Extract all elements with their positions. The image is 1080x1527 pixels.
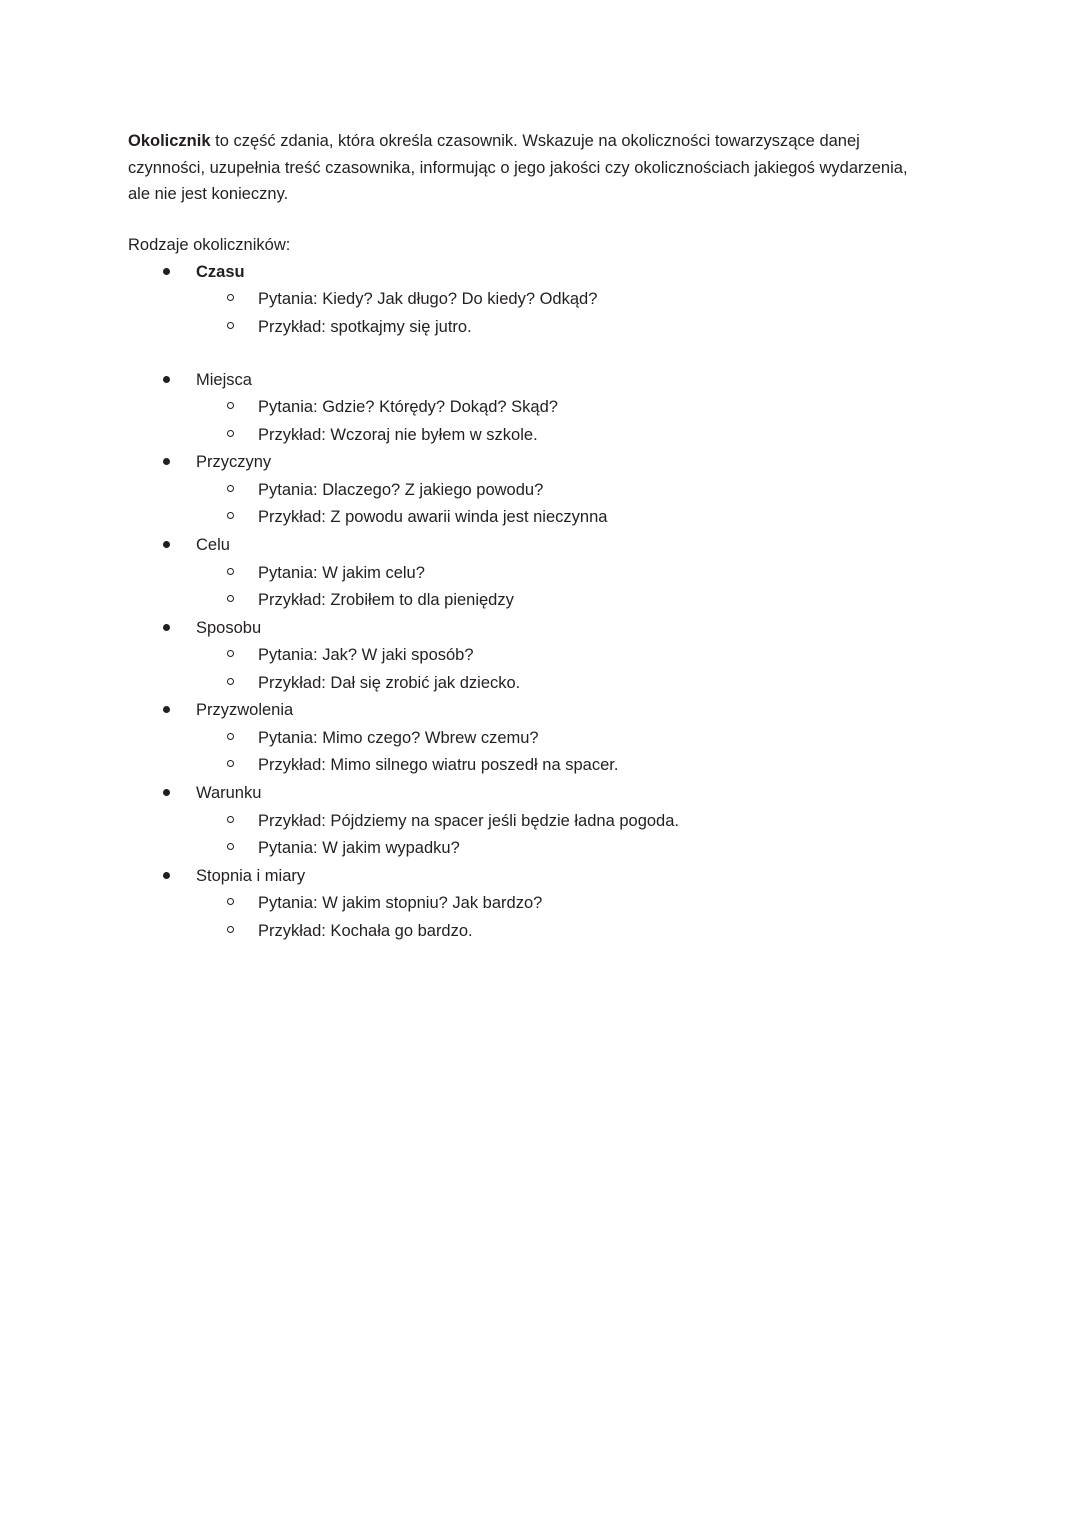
circle-bullet-icon <box>227 568 234 575</box>
circle-bullet-icon <box>227 650 234 657</box>
detail-text: Pytania: Mimo czego? Wbrew czemu? <box>258 728 539 747</box>
detail-text: Pytania: W jakim stopniu? Jak bardzo? <box>258 894 543 913</box>
detail-text: Przykład: Pójdziemy na spacer jeśli będzie ładna pogoda. <box>258 811 679 830</box>
list-item <box>196 752 952 780</box>
list-item <box>128 697 952 780</box>
circle-bullet-icon <box>227 898 234 905</box>
circle-bullet-icon <box>227 322 234 329</box>
details-list <box>196 477 952 532</box>
details-list <box>196 560 952 615</box>
circle-bullet-icon <box>227 816 234 823</box>
list-item <box>128 259 952 367</box>
list-item <box>196 835 952 863</box>
kind-name: Miejsca <box>196 370 252 389</box>
detail-text: Pytania: Kiedy? Jak długo? Do kiedy? Odkąd? <box>258 290 598 309</box>
circle-bullet-icon <box>227 760 234 767</box>
list-item <box>196 670 952 698</box>
bullet-icon <box>163 458 170 465</box>
detail-text: Pytania: W jakim wypadku? <box>258 839 460 858</box>
bullet-icon <box>163 541 170 548</box>
list-item <box>196 642 952 670</box>
list-item <box>128 863 952 946</box>
list-item <box>196 587 952 615</box>
list-item <box>196 286 952 314</box>
list-item <box>196 314 952 342</box>
spacer <box>196 342 952 367</box>
details-list <box>196 286 952 341</box>
list-item <box>196 422 952 450</box>
bullet-icon <box>163 706 170 713</box>
bullet-icon <box>163 789 170 796</box>
circle-bullet-icon <box>227 430 234 437</box>
section-label: Rodzaje okoliczników: <box>128 236 291 255</box>
bullet-icon <box>163 376 170 383</box>
detail-text: Pytania: Jak? W jaki sposób? <box>258 646 474 665</box>
list-item <box>128 615 952 698</box>
detail-text: Przykład: spotkajmy się jutro. <box>258 318 472 336</box>
list-item <box>128 449 952 532</box>
kind-name: Stopnia i miary <box>196 866 306 885</box>
kind-name: Przyczyny <box>196 453 272 472</box>
detail-text: Przykład: Zrobiłem to dla pieniędzy <box>258 591 514 610</box>
bullet-icon <box>163 624 170 631</box>
kind-name: Przyzwolenia <box>196 701 294 720</box>
circle-bullet-icon <box>227 595 234 602</box>
detail-text: Przykład: Mimo silnego wiatru poszedł na spacer. <box>258 756 619 775</box>
list-item <box>196 504 952 532</box>
detail-text: Przykład: Wczoraj nie byłem w szkole. <box>258 425 538 444</box>
circle-bullet-icon <box>227 294 234 301</box>
list-item <box>196 918 952 946</box>
list-item <box>128 780 952 863</box>
circle-bullet-icon <box>227 678 234 685</box>
detail-text: Pytania: W jakim celu? <box>258 563 425 582</box>
kinds-list <box>128 259 952 946</box>
term-okolicznik: Okolicznik <box>128 132 211 150</box>
details-list <box>196 890 952 945</box>
list-item <box>128 532 952 615</box>
bullet-icon <box>163 872 170 879</box>
list-item <box>196 394 952 422</box>
circle-bullet-icon <box>227 733 234 740</box>
list-item <box>128 367 952 450</box>
kind-name: Celu <box>196 535 230 554</box>
list-item <box>196 725 952 753</box>
list-item <box>196 477 952 505</box>
circle-bullet-icon <box>227 402 234 409</box>
detail-text: Przykład: Dał się zrobić jak dziecko. <box>258 673 521 692</box>
list-item <box>196 890 952 918</box>
circle-bullet-icon <box>227 926 234 933</box>
kind-name: Sposobu <box>196 618 262 637</box>
detail-text: Przykład: Kochała go bardzo. <box>258 921 473 940</box>
details-list <box>196 394 952 449</box>
kind-name: Czasu <box>196 262 245 281</box>
details-list <box>196 808 952 863</box>
kind-name: Warunku <box>196 784 262 802</box>
intro-text: to część zdania, która określa czasownik. Wskazuje na okoliczności towarzyszące danej czynności, uzupełnia treść czasownika, informując o jego jakości czy okolicznościach jakiegoś wydarzenia, ale nie jest konieczny. <box>128 132 908 204</box>
bullet-icon <box>163 268 170 275</box>
detail-text: Pytania: Dlaczego? Z jakiego powodu? <box>258 480 544 499</box>
circle-bullet-icon <box>227 485 234 492</box>
details-list <box>196 725 952 780</box>
detail-text: Przykład: Z powodu awarii winda jest nieczynna <box>258 508 608 527</box>
intro-paragraph <box>128 128 928 208</box>
list-item <box>196 560 952 588</box>
details-list <box>196 642 952 697</box>
circle-bullet-icon <box>227 512 234 519</box>
list-item <box>196 808 952 836</box>
circle-bullet-icon <box>227 843 234 850</box>
detail-text: Pytania: Gdzie? Którędy? Dokąd? Skąd? <box>258 398 558 417</box>
